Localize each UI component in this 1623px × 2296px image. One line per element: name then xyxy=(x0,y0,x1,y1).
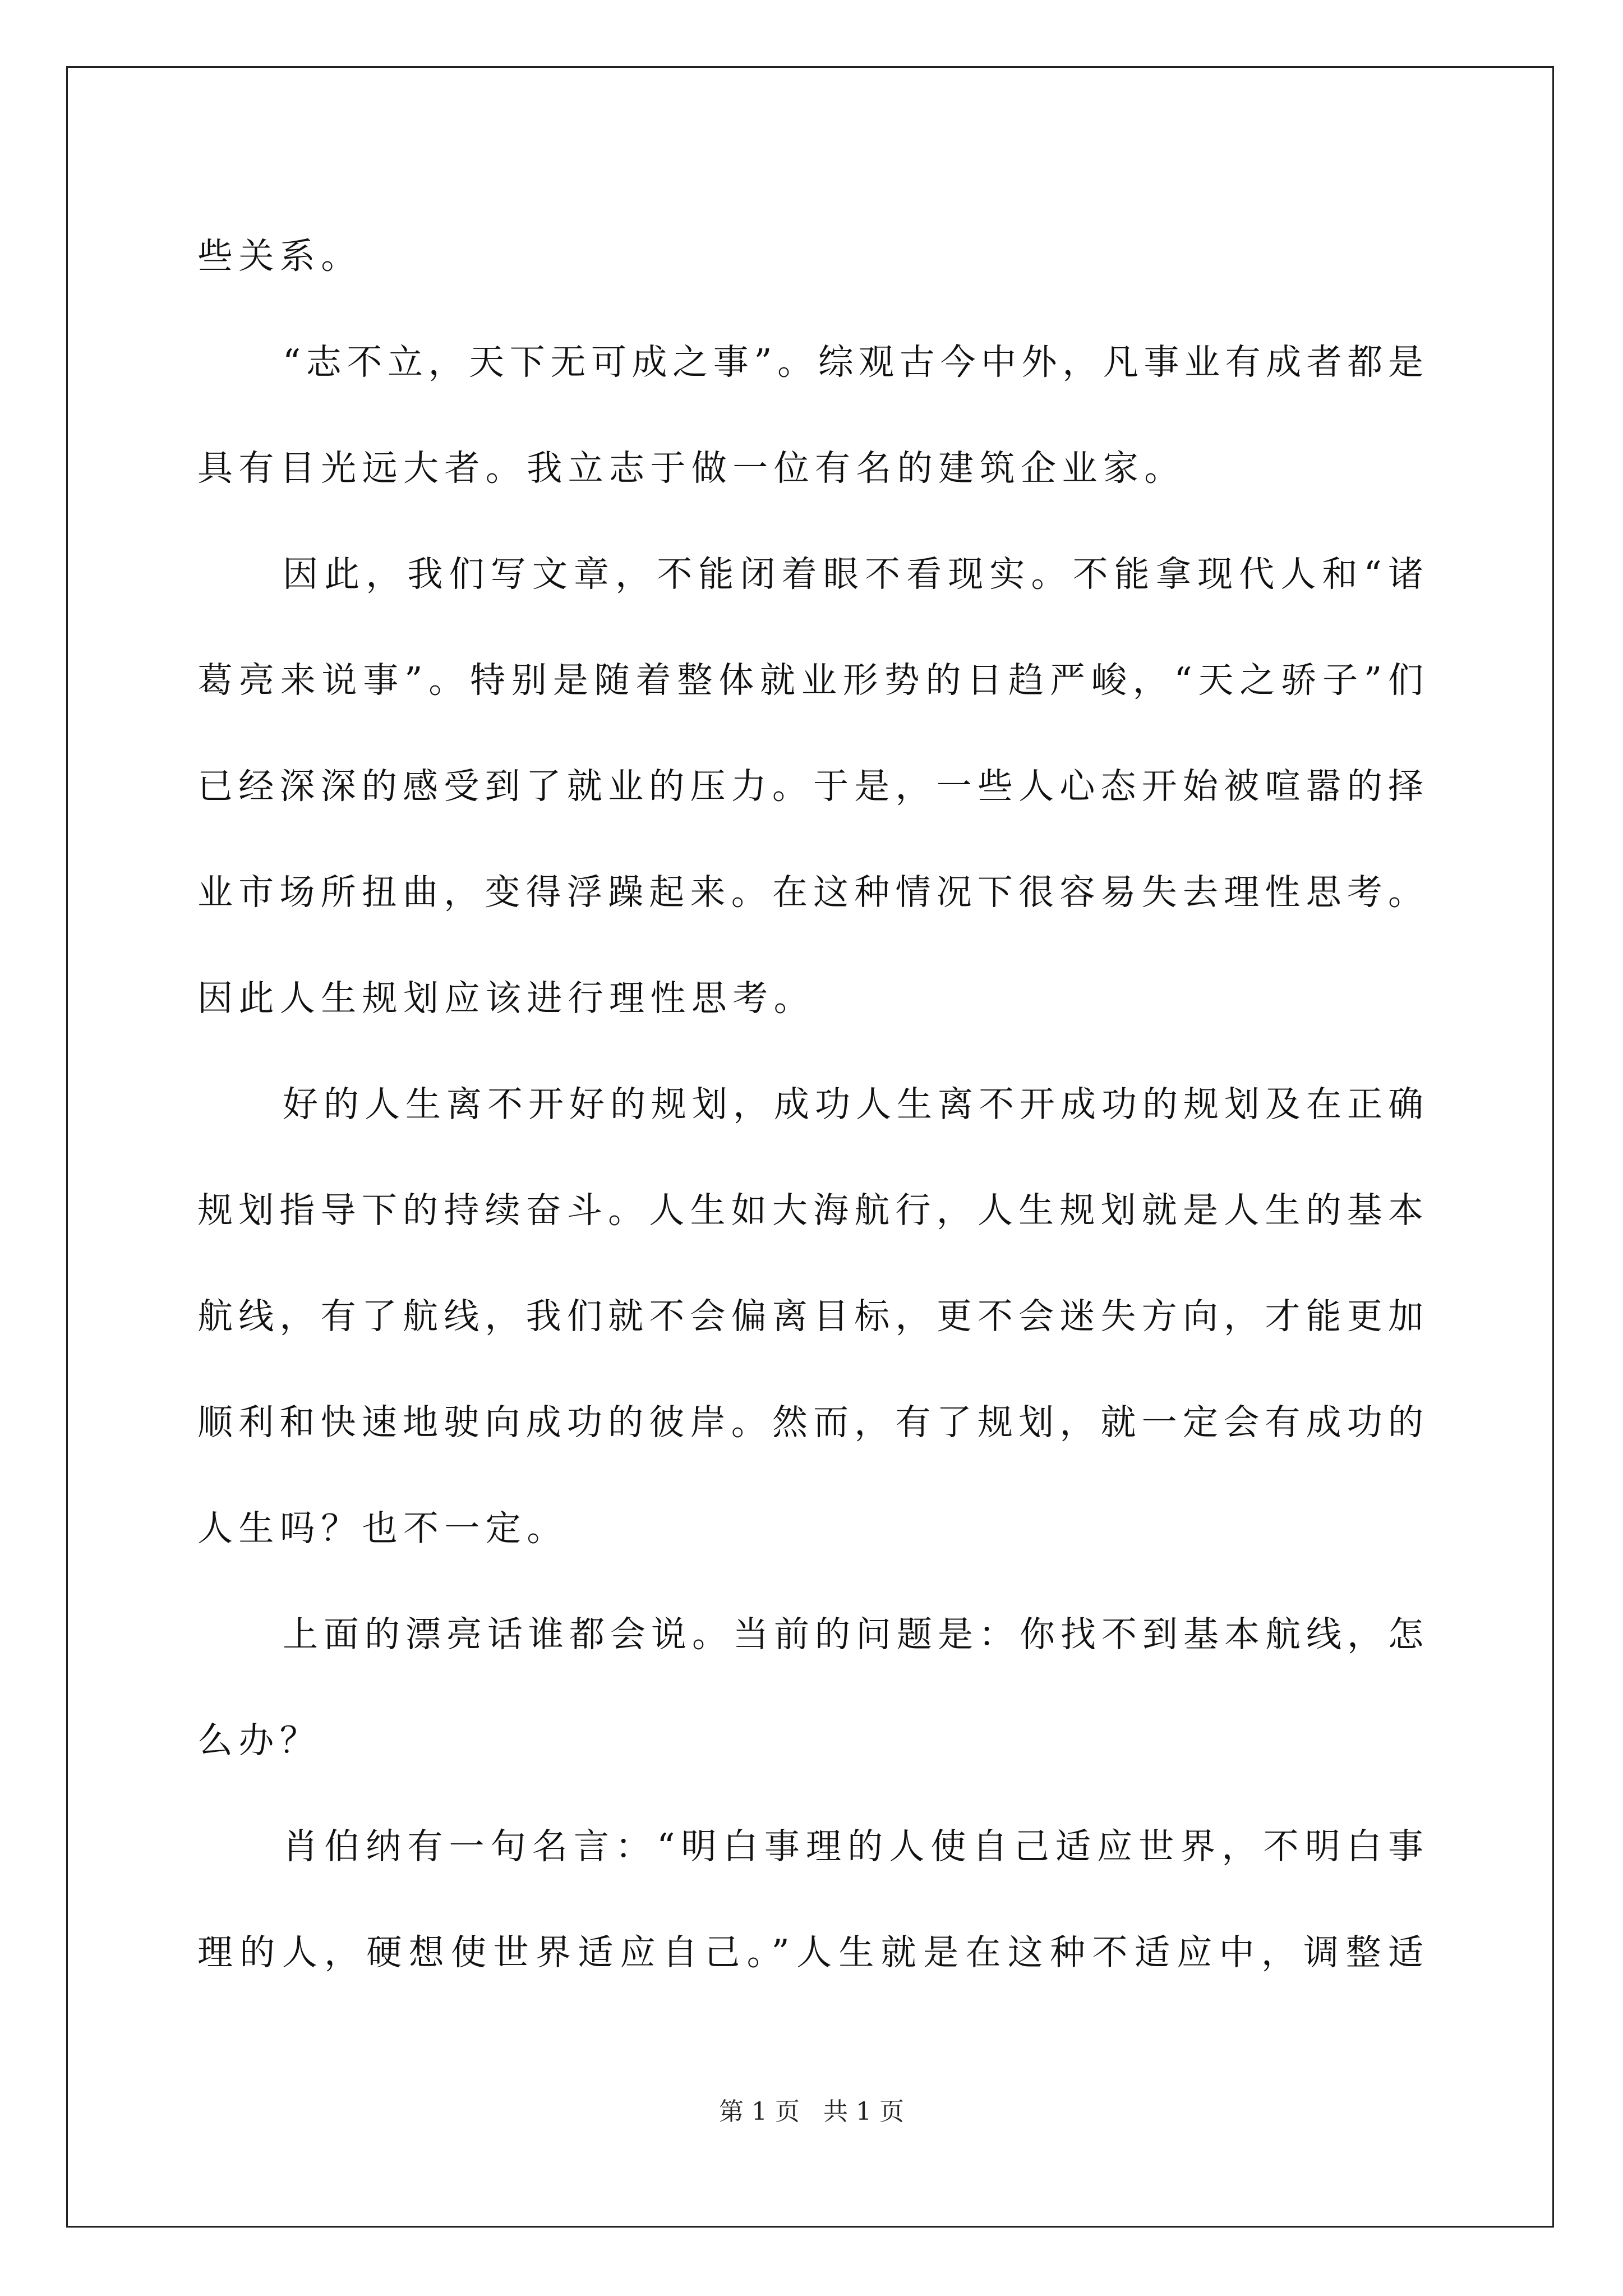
text-line: 因此人生规划应该进行理性思考。 xyxy=(197,978,815,1019)
text-line: 些关系。 xyxy=(197,236,362,277)
text-line: 已经深深的感受到了就业的压力。于是，一些人心态开始被喧嚣的择 xyxy=(197,766,1423,807)
text-line: 顺利和快速地驶向成功的彼岸。然而，有了规划，就一定会有成功的 xyxy=(197,1402,1423,1443)
text-line: 航线，有了航线，我们就不会偏离目标，更不会迷失方向，才能更加 xyxy=(197,1296,1423,1337)
page-footer: 第 1 页 共 1 页 xyxy=(719,2097,904,2126)
text-line: 肖伯纳有一句名言：“明白事理的人使自己适应世界，不明白事 xyxy=(283,1826,1423,1867)
text-line: 规划指导下的持续奋斗。人生如大海航行，人生规划就是人生的基本 xyxy=(197,1190,1423,1231)
page-border xyxy=(66,66,1554,2228)
text-line: 么办？ xyxy=(197,1720,321,1761)
text-line: 葛亮来说事”。特别是随着整体就业形势的日趋严峻，“天之骄子”们 xyxy=(197,660,1423,701)
text-line: 上面的漂亮话谁都会说。当前的问题是：你找不到基本航线，怎 xyxy=(283,1614,1423,1655)
text-line: 人生吗？也不一定。 xyxy=(197,1508,568,1549)
text-line: 因此，我们写文章，不能闭着眼不看现实。不能拿现代人和“诸 xyxy=(283,554,1423,595)
text-line: 理的人，硬想使世界适应自己。”人生就是在这种不适应中，调整适 xyxy=(197,1932,1423,1973)
text-line: 具有目光远大者。我立志于做一位有名的建筑企业家。 xyxy=(197,448,1186,489)
text-line: “志不立，天下无可成之事”。综观古今中外，凡事业有成者都是 xyxy=(283,342,1423,383)
text-line: 好的人生离不开好的规划，成功人生离不开成功的规划及在正确 xyxy=(283,1084,1423,1125)
text-line: 业市场所扭曲，变得浮躁起来。在这种情况下很容易失去理性思考。 xyxy=(197,872,1423,913)
